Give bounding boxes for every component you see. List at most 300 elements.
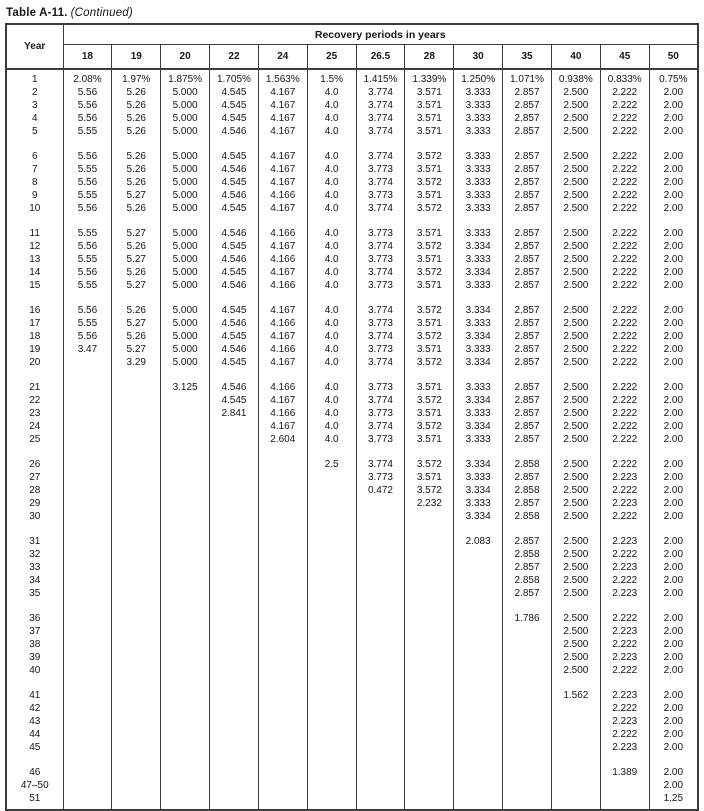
value-cell-year-14-period-18: 5.56 <box>63 266 112 279</box>
value-cell-year-44-period-20 <box>161 728 210 741</box>
spacer-cell <box>210 677 259 689</box>
year-cell: 19 <box>6 343 63 356</box>
value-cell-year-43-period-24 <box>258 715 307 728</box>
value-cell-year-4-period-50: 2.00 <box>649 112 698 125</box>
spacer-cell <box>649 805 698 810</box>
group-gap-row <box>6 138 698 150</box>
value-cell-year-23-period-50: 2.00 <box>649 407 698 420</box>
value-cell-year-24-period-26.5: 3.774 <box>356 420 405 433</box>
value-cell-year-11-period-40: 2.500 <box>551 227 600 240</box>
value-cell-year-28-period-28: 3.572 <box>405 484 454 497</box>
spacer-cell <box>161 600 210 612</box>
year-cell: 40 <box>6 664 63 677</box>
table-row-year-28 <box>6 484 698 497</box>
column-header-45: 45 <box>600 45 649 70</box>
value-cell-year-43-period-20 <box>161 715 210 728</box>
value-cell-year-7-period-30: 3.333 <box>454 163 503 176</box>
value-cell-year-10-period-19: 5.26 <box>112 202 161 215</box>
spacer-cell <box>161 138 210 150</box>
value-cell-year-23-period-40: 2.500 <box>551 407 600 420</box>
value-cell-year-22-period-40: 2.500 <box>551 394 600 407</box>
spacer-cell <box>600 138 649 150</box>
value-cell-year-22-period-26.5: 3.774 <box>356 394 405 407</box>
value-cell-year-11-period-30: 3.333 <box>454 227 503 240</box>
spacer-cell <box>6 446 63 458</box>
value-cell-year-35-period-24 <box>258 587 307 600</box>
value-cell-year-5-period-45: 2.222 <box>600 125 649 138</box>
spacer-cell <box>405 523 454 535</box>
value-cell-year-7-period-20: 5.000 <box>161 163 210 176</box>
value-cell-year-25-period-26.5: 3.773 <box>356 433 405 446</box>
value-cell-year-36-period-18 <box>63 612 112 625</box>
value-cell-year-29-period-28: 2.232 <box>405 497 454 510</box>
value-cell-year-22-period-19 <box>112 394 161 407</box>
value-cell-year-45-period-18 <box>63 741 112 754</box>
value-cell-year-42-period-20 <box>161 702 210 715</box>
value-cell-year-25-period-24: 2.604 <box>258 433 307 446</box>
value-cell-year-25-period-40: 2.500 <box>551 433 600 446</box>
value-cell-year-36-period-30 <box>454 612 503 625</box>
value-cell-year-3-period-24: 4.167 <box>258 99 307 112</box>
group-gap-row <box>6 446 698 458</box>
value-cell-year-40-period-45: 2.222 <box>600 664 649 677</box>
spacer-cell <box>6 292 63 304</box>
value-cell-year-19-period-19: 5.27 <box>112 343 161 356</box>
value-cell-year-38-period-40: 2.500 <box>551 638 600 651</box>
value-cell-year-35-period-40: 2.500 <box>551 587 600 600</box>
value-cell-year-1-period-30: 1.250% <box>454 73 503 86</box>
value-cell-year-46-period-18 <box>63 766 112 779</box>
spacer-cell <box>258 805 307 810</box>
value-cell-year-13-period-40: 2.500 <box>551 253 600 266</box>
value-cell-year-29-period-35: 2.857 <box>503 497 552 510</box>
value-cell-year-32-period-40: 2.500 <box>551 548 600 561</box>
value-cell-year-28-period-35: 2.858 <box>503 484 552 497</box>
value-cell-year-37-period-35 <box>503 625 552 638</box>
value-cell-year-13-period-24: 4.166 <box>258 253 307 266</box>
spacer-cell <box>112 600 161 612</box>
value-cell-year-24-period-19 <box>112 420 161 433</box>
year-cell: 30 <box>6 510 63 523</box>
value-cell-year-37-period-19 <box>112 625 161 638</box>
value-cell-year-18-period-25: 4.0 <box>307 330 356 343</box>
spacer-cell <box>454 754 503 766</box>
value-cell-year-19-period-20: 5.000 <box>161 343 210 356</box>
value-cell-year-35-period-45: 2.223 <box>600 587 649 600</box>
value-cell-year-38-period-25 <box>307 638 356 651</box>
value-cell-year-47–50-period-22 <box>210 779 259 792</box>
value-cell-year-1-period-28: 1.339% <box>405 73 454 86</box>
value-cell-year-45-period-45: 2.223 <box>600 741 649 754</box>
year-cell: 15 <box>6 279 63 292</box>
value-cell-year-13-period-50: 2.00 <box>649 253 698 266</box>
value-cell-year-42-period-26.5 <box>356 702 405 715</box>
value-cell-year-10-period-25: 4.0 <box>307 202 356 215</box>
spacer-cell <box>210 805 259 810</box>
value-cell-year-6-period-24: 4.167 <box>258 150 307 163</box>
value-cell-year-7-period-40: 2.500 <box>551 163 600 176</box>
value-cell-year-20-period-28: 3.572 <box>405 356 454 369</box>
value-cell-year-8-period-40: 2.500 <box>551 176 600 189</box>
value-cell-year-28-period-19 <box>112 484 161 497</box>
value-cell-year-39-period-18 <box>63 651 112 664</box>
value-cell-year-41-period-20 <box>161 689 210 702</box>
value-cell-year-16-period-30: 3.334 <box>454 304 503 317</box>
value-cell-year-29-period-50: 2.00 <box>649 497 698 510</box>
value-cell-year-41-period-30 <box>454 689 503 702</box>
value-cell-year-37-period-20 <box>161 625 210 638</box>
table-row-year-19 <box>6 343 698 356</box>
value-cell-year-21-period-50: 2.00 <box>649 381 698 394</box>
value-cell-year-31-period-45: 2.223 <box>600 535 649 548</box>
value-cell-year-19-period-25: 4.0 <box>307 343 356 356</box>
table-row-year-42 <box>6 702 698 715</box>
value-cell-year-10-period-20: 5.000 <box>161 202 210 215</box>
value-cell-year-33-period-19 <box>112 561 161 574</box>
value-cell-year-46-period-22 <box>210 766 259 779</box>
spacer-cell <box>258 523 307 535</box>
table-row-year-32 <box>6 548 698 561</box>
value-cell-year-8-period-25: 4.0 <box>307 176 356 189</box>
value-cell-year-41-period-45: 2.223 <box>600 689 649 702</box>
spacer-cell <box>63 805 112 810</box>
value-cell-year-36-period-24 <box>258 612 307 625</box>
value-cell-year-33-period-26.5 <box>356 561 405 574</box>
value-cell-year-20-period-19: 3.29 <box>112 356 161 369</box>
value-cell-year-42-period-40 <box>551 702 600 715</box>
value-cell-year-39-period-28 <box>405 651 454 664</box>
value-cell-year-40-period-24 <box>258 664 307 677</box>
year-cell: 33 <box>6 561 63 574</box>
spacer-cell <box>112 805 161 810</box>
spacer-cell <box>258 754 307 766</box>
value-cell-year-17-period-45: 2.222 <box>600 317 649 330</box>
table-row-year-39 <box>6 651 698 664</box>
value-cell-year-11-period-18: 5.55 <box>63 227 112 240</box>
value-cell-year-44-period-35 <box>503 728 552 741</box>
value-cell-year-18-period-26.5: 3.774 <box>356 330 405 343</box>
value-cell-year-44-period-45: 2.222 <box>600 728 649 741</box>
spacer-cell <box>258 446 307 458</box>
value-cell-year-44-period-26.5 <box>356 728 405 741</box>
value-cell-year-33-period-20 <box>161 561 210 574</box>
value-cell-year-47–50-period-25 <box>307 779 356 792</box>
spacer-cell <box>210 215 259 227</box>
value-cell-year-47–50-period-28 <box>405 779 454 792</box>
value-cell-year-32-period-20 <box>161 548 210 561</box>
year-cell: 39 <box>6 651 63 664</box>
value-cell-year-21-period-19 <box>112 381 161 394</box>
value-cell-year-10-period-22: 4.545 <box>210 202 259 215</box>
value-cell-year-9-period-40: 2.500 <box>551 189 600 202</box>
spacer-cell <box>112 369 161 381</box>
value-cell-year-44-period-22 <box>210 728 259 741</box>
value-cell-year-26-period-26.5: 3.774 <box>356 458 405 471</box>
value-cell-year-12-period-50: 2.00 <box>649 240 698 253</box>
value-cell-year-25-period-19 <box>112 433 161 446</box>
value-cell-year-12-period-19: 5.26 <box>112 240 161 253</box>
value-cell-year-30-period-30: 3.334 <box>454 510 503 523</box>
value-cell-year-30-period-20 <box>161 510 210 523</box>
value-cell-year-20-period-24: 4.167 <box>258 356 307 369</box>
value-cell-year-21-period-22: 4.546 <box>210 381 259 394</box>
value-cell-year-6-period-26.5: 3.774 <box>356 150 405 163</box>
value-cell-year-33-period-40: 2.500 <box>551 561 600 574</box>
year-cell: 47–50 <box>6 779 63 792</box>
value-cell-year-40-period-25 <box>307 664 356 677</box>
value-cell-year-31-period-18 <box>63 535 112 548</box>
spacer-cell <box>503 523 552 535</box>
table-row-year-21 <box>6 381 698 394</box>
value-cell-year-18-period-19: 5.26 <box>112 330 161 343</box>
value-cell-year-46-period-45: 1.389 <box>600 766 649 779</box>
table-row-year-43 <box>6 715 698 728</box>
spacer-cell <box>356 369 405 381</box>
value-cell-year-29-period-24 <box>258 497 307 510</box>
value-cell-year-26-period-30: 3.334 <box>454 458 503 471</box>
value-cell-year-28-period-40: 2.500 <box>551 484 600 497</box>
spacer-cell <box>63 369 112 381</box>
value-cell-year-16-period-25: 4.0 <box>307 304 356 317</box>
value-cell-year-12-period-18: 5.56 <box>63 240 112 253</box>
value-cell-year-16-period-18: 5.56 <box>63 304 112 317</box>
value-cell-year-37-period-45: 2.223 <box>600 625 649 638</box>
table-row-year-47–50 <box>6 779 698 792</box>
value-cell-year-18-period-28: 3.572 <box>405 330 454 343</box>
table-row-year-51 <box>6 792 698 805</box>
value-cell-year-14-period-25: 4.0 <box>307 266 356 279</box>
spacer-cell <box>63 754 112 766</box>
value-cell-year-34-period-30 <box>454 574 503 587</box>
value-cell-year-46-period-35 <box>503 766 552 779</box>
value-cell-year-41-period-28 <box>405 689 454 702</box>
value-cell-year-5-period-20: 5.000 <box>161 125 210 138</box>
value-cell-year-13-period-30: 3.333 <box>454 253 503 266</box>
value-cell-year-51-period-35 <box>503 792 552 805</box>
bottom-padding-row <box>6 805 698 810</box>
value-cell-year-9-period-25: 4.0 <box>307 189 356 202</box>
spacer-cell <box>210 292 259 304</box>
value-cell-year-23-period-28: 3.571 <box>405 407 454 420</box>
value-cell-year-41-period-50: 2.00 <box>649 689 698 702</box>
value-cell-year-9-period-19: 5.27 <box>112 189 161 202</box>
value-cell-year-4-period-30: 3.333 <box>454 112 503 125</box>
spacer-cell <box>307 677 356 689</box>
value-cell-year-16-period-19: 5.26 <box>112 304 161 317</box>
year-cell: 12 <box>6 240 63 253</box>
value-cell-year-30-period-19 <box>112 510 161 523</box>
spacer-cell <box>551 805 600 810</box>
value-cell-year-11-period-50: 2.00 <box>649 227 698 240</box>
value-cell-year-6-period-50: 2.00 <box>649 150 698 163</box>
value-cell-year-14-period-24: 4.167 <box>258 266 307 279</box>
table-row-year-35 <box>6 587 698 600</box>
value-cell-year-40-period-22 <box>210 664 259 677</box>
value-cell-year-1-period-24: 1.563% <box>258 73 307 86</box>
value-cell-year-51-period-45 <box>600 792 649 805</box>
value-cell-year-2-period-24: 4.167 <box>258 86 307 99</box>
spacer-cell <box>649 446 698 458</box>
year-cell: 38 <box>6 638 63 651</box>
value-cell-year-21-period-40: 2.500 <box>551 381 600 394</box>
value-cell-year-5-period-19: 5.26 <box>112 125 161 138</box>
value-cell-year-2-period-28: 3.571 <box>405 86 454 99</box>
value-cell-year-27-period-40: 2.500 <box>551 471 600 484</box>
value-cell-year-39-period-20 <box>161 651 210 664</box>
spacer-cell <box>503 600 552 612</box>
value-cell-year-27-period-50: 2.00 <box>649 471 698 484</box>
table-row-year-37 <box>6 625 698 638</box>
spacer-cell <box>210 523 259 535</box>
spacer-cell <box>112 523 161 535</box>
value-cell-year-44-period-40 <box>551 728 600 741</box>
value-cell-year-51-period-18 <box>63 792 112 805</box>
value-cell-year-15-period-20: 5.000 <box>161 279 210 292</box>
year-cell: 31 <box>6 535 63 548</box>
value-cell-year-5-period-30: 3.333 <box>454 125 503 138</box>
value-cell-year-13-period-45: 2.222 <box>600 253 649 266</box>
value-cell-year-19-period-22: 4.546 <box>210 343 259 356</box>
value-cell-year-51-period-25 <box>307 792 356 805</box>
spacer-cell <box>63 677 112 689</box>
value-cell-year-16-period-45: 2.222 <box>600 304 649 317</box>
spacer-cell <box>551 754 600 766</box>
spacer-cell <box>356 292 405 304</box>
value-cell-year-43-period-22 <box>210 715 259 728</box>
value-cell-year-33-period-30 <box>454 561 503 574</box>
value-cell-year-27-period-24 <box>258 471 307 484</box>
table-row-year-14 <box>6 266 698 279</box>
spacer-cell <box>356 600 405 612</box>
year-cell: 17 <box>6 317 63 330</box>
spacer-cell <box>405 369 454 381</box>
value-cell-year-44-period-30 <box>454 728 503 741</box>
value-cell-year-22-period-20 <box>161 394 210 407</box>
spacer-cell <box>6 754 63 766</box>
value-cell-year-35-period-26.5 <box>356 587 405 600</box>
column-header-40: 40 <box>551 45 600 70</box>
group-gap-row <box>6 292 698 304</box>
spacer-cell <box>649 523 698 535</box>
value-cell-year-11-period-24: 4.166 <box>258 227 307 240</box>
year-cell: 7 <box>6 163 63 176</box>
value-cell-year-37-period-24 <box>258 625 307 638</box>
value-cell-year-51-period-28 <box>405 792 454 805</box>
value-cell-year-13-period-26.5: 3.773 <box>356 253 405 266</box>
year-cell: 35 <box>6 587 63 600</box>
value-cell-year-6-period-45: 2.222 <box>600 150 649 163</box>
value-cell-year-2-period-25: 4.0 <box>307 86 356 99</box>
spacer-cell <box>6 215 63 227</box>
table-row-year-26 <box>6 458 698 471</box>
value-cell-year-21-period-25: 4.0 <box>307 381 356 394</box>
group-gap-row <box>6 215 698 227</box>
column-header-18: 18 <box>63 45 112 70</box>
value-cell-year-25-period-30: 3.333 <box>454 433 503 446</box>
value-cell-year-41-period-24 <box>258 689 307 702</box>
value-cell-year-3-period-22: 4.545 <box>210 99 259 112</box>
spacer-cell <box>600 523 649 535</box>
value-cell-year-14-period-19: 5.26 <box>112 266 161 279</box>
table-row-year-20 <box>6 356 698 369</box>
value-cell-year-14-period-50: 2.00 <box>649 266 698 279</box>
spacer-cell <box>161 215 210 227</box>
spacer-cell <box>454 369 503 381</box>
value-cell-year-22-period-25: 4.0 <box>307 394 356 407</box>
value-cell-year-51-period-19 <box>112 792 161 805</box>
value-cell-year-16-period-35: 2.857 <box>503 304 552 317</box>
year-cell: 11 <box>6 227 63 240</box>
value-cell-year-28-period-22 <box>210 484 259 497</box>
value-cell-year-18-period-50: 2.00 <box>649 330 698 343</box>
value-cell-year-19-period-30: 3.333 <box>454 343 503 356</box>
value-cell-year-15-period-26.5: 3.773 <box>356 279 405 292</box>
value-cell-year-32-period-30 <box>454 548 503 561</box>
value-cell-year-3-period-35: 2.857 <box>503 99 552 112</box>
spacer-cell <box>63 446 112 458</box>
value-cell-year-22-period-45: 2.222 <box>600 394 649 407</box>
value-cell-year-39-period-45: 2.223 <box>600 651 649 664</box>
value-cell-year-20-period-25: 4.0 <box>307 356 356 369</box>
spacer-cell <box>307 523 356 535</box>
value-cell-year-1-period-35: 1.071% <box>503 73 552 86</box>
value-cell-year-14-period-30: 3.334 <box>454 266 503 279</box>
value-cell-year-31-period-35: 2.857 <box>503 535 552 548</box>
value-cell-year-40-period-18 <box>63 664 112 677</box>
value-cell-year-3-period-28: 3.571 <box>405 99 454 112</box>
table-row-year-25 <box>6 433 698 446</box>
value-cell-year-5-period-22: 4.546 <box>210 125 259 138</box>
value-cell-year-26-period-50: 2.00 <box>649 458 698 471</box>
value-cell-year-18-period-18: 5.56 <box>63 330 112 343</box>
value-cell-year-16-period-26.5: 3.774 <box>356 304 405 317</box>
value-cell-year-26-period-28: 3.572 <box>405 458 454 471</box>
value-cell-year-16-period-24: 4.167 <box>258 304 307 317</box>
spacer-cell <box>307 369 356 381</box>
value-cell-year-16-period-20: 5.000 <box>161 304 210 317</box>
value-cell-year-19-period-40: 2.500 <box>551 343 600 356</box>
value-cell-year-39-period-19 <box>112 651 161 664</box>
spacer-cell <box>600 215 649 227</box>
value-cell-year-11-period-28: 3.571 <box>405 227 454 240</box>
value-cell-year-8-period-50: 2.00 <box>649 176 698 189</box>
year-cell: 44 <box>6 728 63 741</box>
spacer-cell <box>307 446 356 458</box>
value-cell-year-37-period-40: 2.500 <box>551 625 600 638</box>
spacer-cell <box>161 805 210 810</box>
table-title-continued: (Continued) <box>70 7 133 19</box>
column-header-22: 22 <box>210 45 259 70</box>
value-cell-year-33-period-50: 2.00 <box>649 561 698 574</box>
spacer-cell <box>356 215 405 227</box>
value-cell-year-1-period-22: 1.705% <box>210 73 259 86</box>
year-cell: 1 <box>6 73 63 86</box>
value-cell-year-45-period-22 <box>210 741 259 754</box>
value-cell-year-28-period-25 <box>307 484 356 497</box>
spacer-cell <box>258 138 307 150</box>
spacer-cell <box>258 215 307 227</box>
value-cell-year-34-period-45: 2.222 <box>600 574 649 587</box>
value-cell-year-35-period-28 <box>405 587 454 600</box>
spacer-cell <box>258 600 307 612</box>
table-row-year-7 <box>6 163 698 176</box>
value-cell-year-42-period-22 <box>210 702 259 715</box>
value-cell-year-19-period-45: 2.222 <box>600 343 649 356</box>
value-cell-year-23-period-18 <box>63 407 112 420</box>
value-cell-year-26-period-24 <box>258 458 307 471</box>
table-row-year-11 <box>6 227 698 240</box>
year-cell: 21 <box>6 381 63 394</box>
